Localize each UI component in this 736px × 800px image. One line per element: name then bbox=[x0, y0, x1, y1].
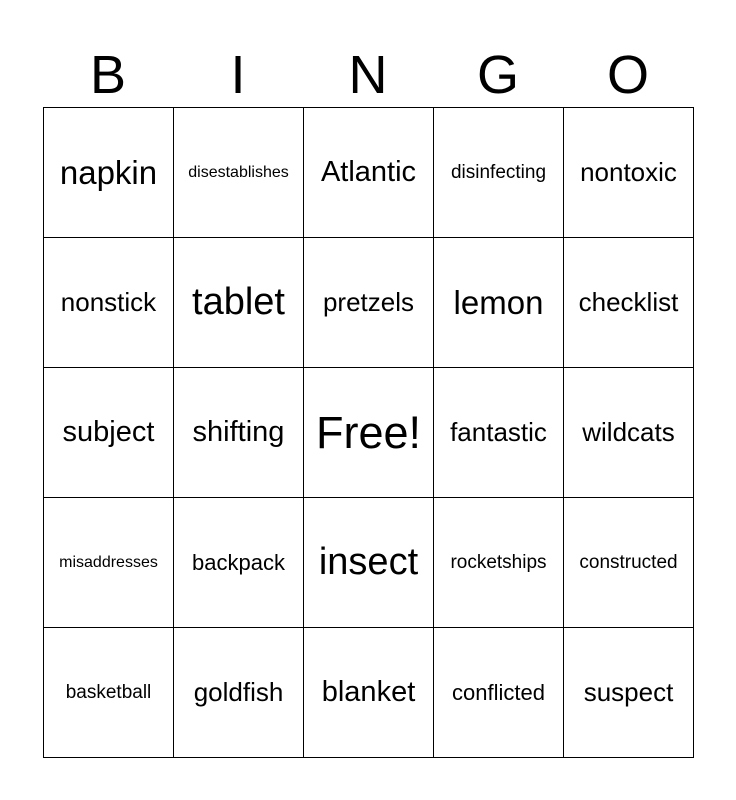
header-letter-i: I bbox=[230, 45, 246, 105]
bingo-cell[interactable]: checklist bbox=[564, 238, 694, 368]
bingo-cell[interactable]: tablet bbox=[174, 238, 304, 368]
bingo-cell[interactable]: insect bbox=[304, 498, 434, 628]
bingo-cell-free[interactable]: Free! bbox=[304, 368, 434, 498]
header-letter-o: O bbox=[606, 45, 649, 105]
header-letter-b: B bbox=[89, 45, 127, 105]
bingo-cell[interactable]: goldfish bbox=[174, 628, 304, 758]
bingo-cell[interactable]: conflicted bbox=[434, 628, 564, 758]
bingo-header bbox=[43, 44, 693, 106]
bingo-cell[interactable]: disestablishes bbox=[174, 108, 304, 238]
bingo-cell[interactable]: napkin bbox=[44, 108, 174, 238]
bingo-cell[interactable]: nonstick bbox=[44, 238, 174, 368]
bingo-cell[interactable]: misaddresses bbox=[44, 498, 174, 628]
bingo-cell[interactable]: backpack bbox=[174, 498, 304, 628]
bingo-cell[interactable]: pretzels bbox=[304, 238, 434, 368]
header-letter-n: N bbox=[348, 45, 388, 105]
bingo-cell[interactable]: basketball bbox=[44, 628, 174, 758]
bingo-cell[interactable]: Atlantic bbox=[304, 108, 434, 238]
bingo-cell[interactable]: blanket bbox=[304, 628, 434, 758]
bingo-cell[interactable]: rocketships bbox=[434, 498, 564, 628]
bingo-cell[interactable]: constructed bbox=[564, 498, 694, 628]
bingo-cell[interactable]: shifting bbox=[174, 368, 304, 498]
bingo-cell[interactable]: wildcats bbox=[564, 368, 694, 498]
bingo-cell[interactable]: nontoxic bbox=[564, 108, 694, 238]
bingo-cell[interactable]: subject bbox=[44, 368, 174, 498]
bingo-cell[interactable]: lemon bbox=[434, 238, 564, 368]
bingo-cell[interactable]: suspect bbox=[564, 628, 694, 758]
bingo-cell[interactable]: fantastic bbox=[434, 368, 564, 498]
bingo-card-grid bbox=[43, 107, 694, 758]
bingo-cell[interactable]: disinfecting bbox=[434, 108, 564, 238]
header-letter-g: G bbox=[476, 45, 519, 105]
